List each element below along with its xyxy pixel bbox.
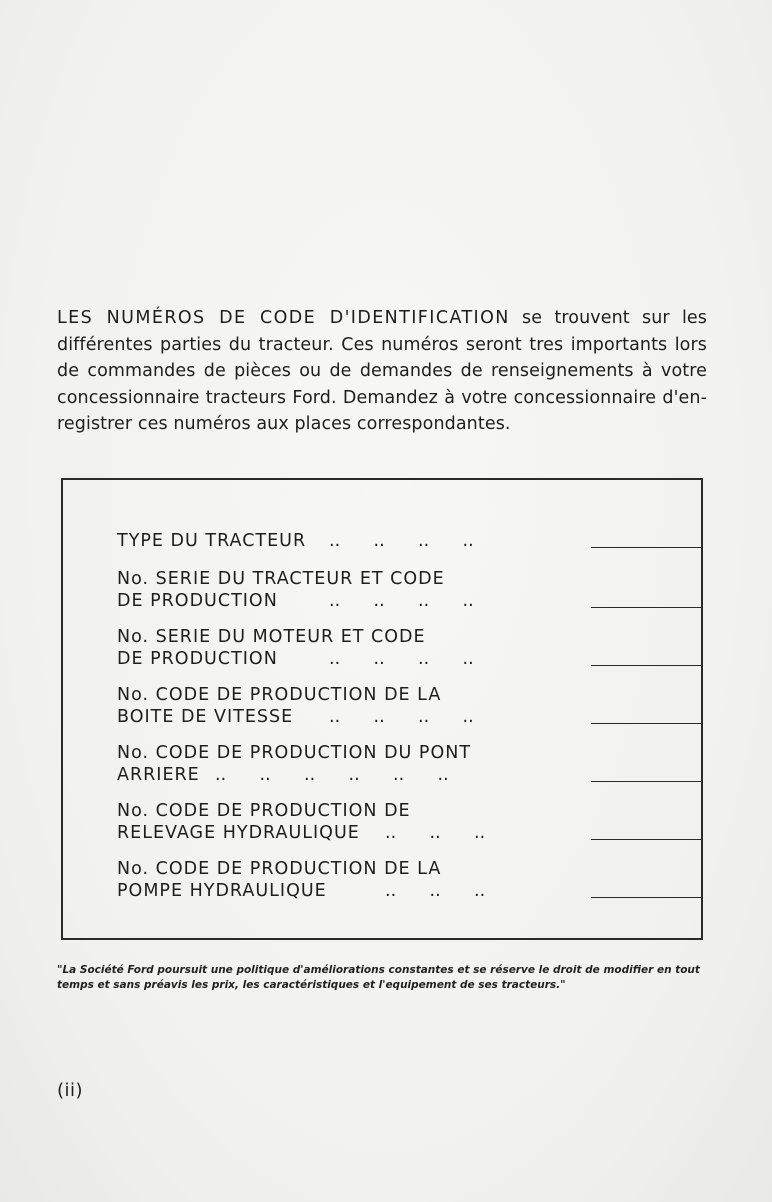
entry-pompe-hydraulique (117, 858, 657, 902)
entry-label-line: POMPE HYDRAULIQUE (117, 881, 327, 901)
entry-label-line: No. CODE DE PRODUCTION DU PONT (117, 743, 472, 763)
entry-serie-moteur (117, 626, 657, 670)
entry-label-line: DE PRODUCTION (117, 649, 278, 669)
blank-fill-line[interactable] (591, 607, 703, 608)
leader-dots: .. .. .. .. (329, 531, 474, 551)
entry-label-line: No. SERIE DU MOTEUR ET CODE (117, 627, 426, 647)
blank-fill-line[interactable] (591, 723, 703, 724)
blank-fill-line[interactable] (591, 781, 703, 782)
entry-label-line: DE PRODUCTION (117, 591, 278, 611)
leader-dots: .. .. .. .. (329, 707, 474, 727)
entry-label-line: No. CODE DE PRODUCTION DE LA (117, 685, 442, 705)
entry-type-tracteur (117, 530, 657, 552)
page-number: (ii) (57, 1080, 84, 1101)
identification-codes-box (61, 478, 703, 940)
blank-fill-line[interactable] (591, 665, 703, 666)
entry-label-line: No. CODE DE PRODUCTION DE (117, 801, 411, 821)
blank-fill-line[interactable] (591, 839, 703, 840)
blank-fill-line[interactable] (591, 547, 703, 548)
footnote-disclaimer: "La Société Ford poursuit une politique d'améliorations constantes et se réserve le droit de modifier en tout temps et sans préavis les prix, les caractéristiques et l'equipement de ses tracteurs." (57, 964, 700, 991)
entry-label-line: TYPE DU TRACTEUR (117, 531, 307, 551)
intro-caps-heading: LES NUMÉROS DE CODE D'IDENTIFICATION (57, 308, 510, 328)
entry-label-line: RELEVAGE HYDRAULIQUE (117, 823, 360, 843)
leader-dots: .. .. .. (385, 823, 486, 843)
entry-boite-vitesse (117, 684, 657, 728)
entry-serie-tracteur (117, 568, 657, 612)
entry-label-line: No. SERIE DU TRACTEUR ET CODE (117, 569, 445, 589)
leader-dots: .. .. .. .. .. .. (215, 765, 449, 785)
intro-paragraph (57, 305, 707, 438)
leader-dots: .. .. .. (385, 881, 486, 901)
entry-pont-arriere (117, 742, 657, 786)
entry-label-line: ARRIERE (117, 765, 200, 785)
entry-label-line: BOITE DE VITESSE (117, 707, 294, 727)
intro-body-text: se trouvent sur les différentes parties du tracteur. Ces numéros seront tres importants lors de commandes de pièces ou de demandes de renseignements à votre concessionnaire tracteurs Ford. Demandez à votre concessionnaire d'en-registrer ces numéros aux places correspondantes. (57, 308, 707, 434)
leader-dots: .. .. .. .. (329, 591, 474, 611)
entry-label-line: No. CODE DE PRODUCTION DE LA (117, 859, 442, 879)
entry-relevage-hydraulique (117, 800, 657, 844)
leader-dots: .. .. .. .. (329, 649, 474, 669)
blank-fill-line[interactable] (591, 897, 703, 898)
